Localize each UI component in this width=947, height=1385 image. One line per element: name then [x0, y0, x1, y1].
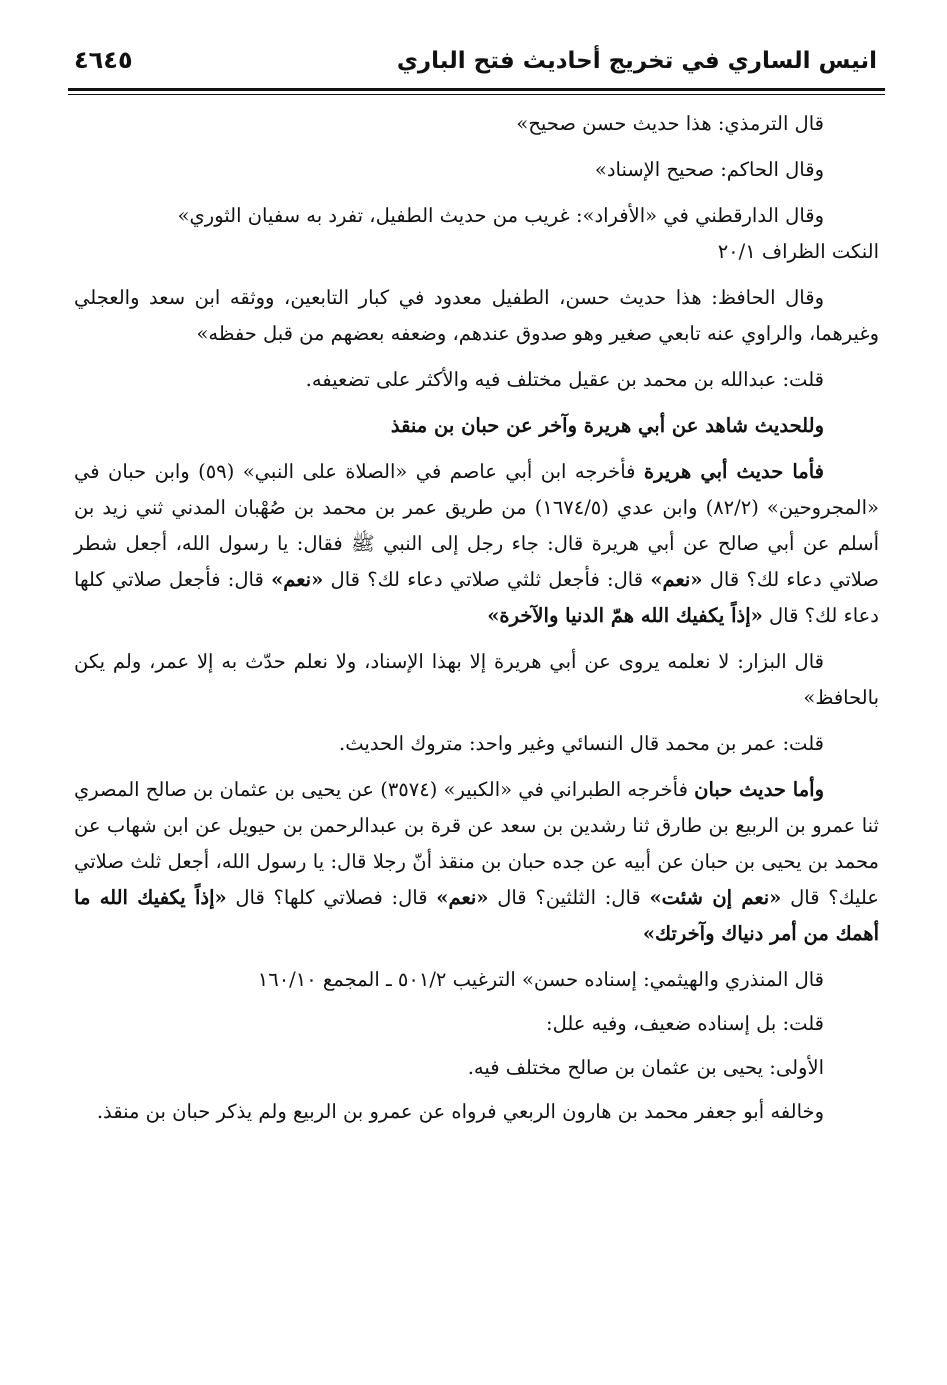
paragraph-text: وقال الحافظ: هذا حديث حسن، الطفيل معدود في كبار التابعين، ووثقه ابن سعد والعجلي وغيرهما، والراوي عنه تابعي صغير وهو صدوق عندهم، وضعفه بعضهم من قبل حفظه»: [74, 286, 879, 345]
quoted-reply: «نعم إن شئت»: [649, 886, 782, 909]
header-rule-thick: [68, 88, 885, 91]
quoted-reply: «نعم»: [271, 568, 324, 591]
paragraph-text: وقال الدارقطني في «الأفراد»: غريب من حديث الطفيل، تفرد به سفيان الثوري»: [177, 204, 824, 227]
quoted-reply: «نعم»: [650, 568, 703, 591]
lead-phrase: وأما حديث حبان: [694, 778, 824, 801]
paragraph-text: قلت: بل إسناده ضعيف، وفيه علل:: [546, 1012, 824, 1035]
paragraph-text: وخالفه أبو جعفر محمد بن هارون الربعي فرواه عن عمرو بن الربيع ولم يذكر حبان بن منقذ.: [96, 1100, 824, 1123]
paragraph-hafiz: [74, 280, 879, 352]
lead-phrase: فأما حديث أبي هريرة: [643, 460, 824, 483]
paragraph-text: قال: فأجعل ثلثي صلاتي دعاء لك؟ قال: [323, 568, 651, 591]
paragraph-text: قلت: عمر بن محمد قال النسائي وغير واحد: متروك الحديث.: [339, 732, 824, 755]
paragraph-note-umar: [74, 726, 879, 762]
heading-text: وللحديث شاهد عن أبي هريرة وآخر عن حبان بن منقذ: [390, 414, 824, 437]
paragraph-tirmidhi: [74, 106, 879, 142]
quoted-reply: «نعم»: [436, 886, 489, 909]
quoted-reply: «إذاً يكفيك الله همّ الدنيا والآخرة»: [487, 604, 763, 627]
paragraph-hibban: [74, 772, 879, 952]
paragraph-text: الأولى: يحيى بن عثمان بن صالح مختلف فيه.: [467, 1056, 824, 1079]
page-header: [68, 40, 885, 86]
running-title: انيس الساري في تخريج أحاديث فتح الباري: [396, 48, 877, 74]
paragraph-note-weak: [74, 1006, 879, 1042]
reference-line: النكت الظراف ٢٠/١: [717, 240, 879, 263]
paragraph-bazzar: [74, 644, 879, 716]
paragraph-text: قال: فصلاتي كلها؟ قال: [226, 886, 437, 909]
paragraph-text: قلت: عبدالله بن محمد بن عقيل مختلف فيه والأكثر على تضعيفه.: [305, 368, 824, 391]
paragraph-text: قال: فأجعل صلاتي كلها دعاء لك؟ قال: [74, 568, 879, 627]
paragraph-text: قال الترمذي: هذا حديث حسن صحيح»: [516, 112, 824, 135]
paragraph-text: قال البزار: لا نعلمه يروى عن أبي هريرة إلا بهذا الإسناد، ولا نعلم حدّث به إلا عمر، ولم يكن بالحافظ»: [74, 650, 879, 709]
paragraph-text: وقال الحاكم: صحيح الإسناد»: [594, 158, 824, 181]
page-number: ٤٦٤٥: [74, 46, 133, 74]
quoted-reply: «إذاً يكفيك الله ما أهمك من أمر دنياك وآخرتك»: [74, 886, 879, 945]
section-heading-witnesses: [74, 408, 879, 444]
paragraph-note-aqil: [74, 362, 879, 398]
paragraph-contradiction: [74, 1094, 879, 1130]
paragraph-mundhiri: [74, 962, 879, 998]
paragraph-text: قال المنذري والهيثمي: إسناده حسن» الترغيب ٥٠١/٢ ـ المجمع ١٦٠/١٠: [257, 968, 824, 991]
paragraph-daraqutni: [74, 198, 879, 270]
page-body: [74, 106, 879, 1140]
paragraph-text: قال: الثلثين؟ قال: [488, 886, 650, 909]
paragraph-abu-hurayra: [74, 454, 879, 634]
paragraph-text: فأخرجه ابن أبي عاصم في «الصلاة على النبي» (٥٩) وابن حبان في «المجروحين» (٨٢/٢) وابن عدي (١٦٧٤/٥) من طريق عمر بن محمد بن صُهْبان المدني ثني زيد بن أسلم عن أبي صالح عن أبي هريرة قال: جاء رجل إلى النبي ﷺ فقال: يا رسول الله، أجعل شطر صلاتي دعاء لك؟ قال: [74, 460, 879, 591]
header-rule-thin: [68, 94, 885, 95]
paragraph-hakim: [74, 152, 879, 188]
paragraph-first-defect: [74, 1050, 879, 1086]
paragraph-text: فأخرجه الطبراني في «الكبير» (٣٥٧٤) عن يحيى بن عثمان بن صالح المصري ثنا عمرو بن الربيع بن طارق ثنا رشدين بن سعد عن قرة بن عبدالرحمن بن حيويل عن ابن شهاب عن محمد بن يحيى بن حبان عن أبيه عن جده حبان بن منقذ أنّ رجلا قال: يا رسول الله، أجعل ثلث صلاتي عليك؟ قال: [74, 778, 880, 909]
